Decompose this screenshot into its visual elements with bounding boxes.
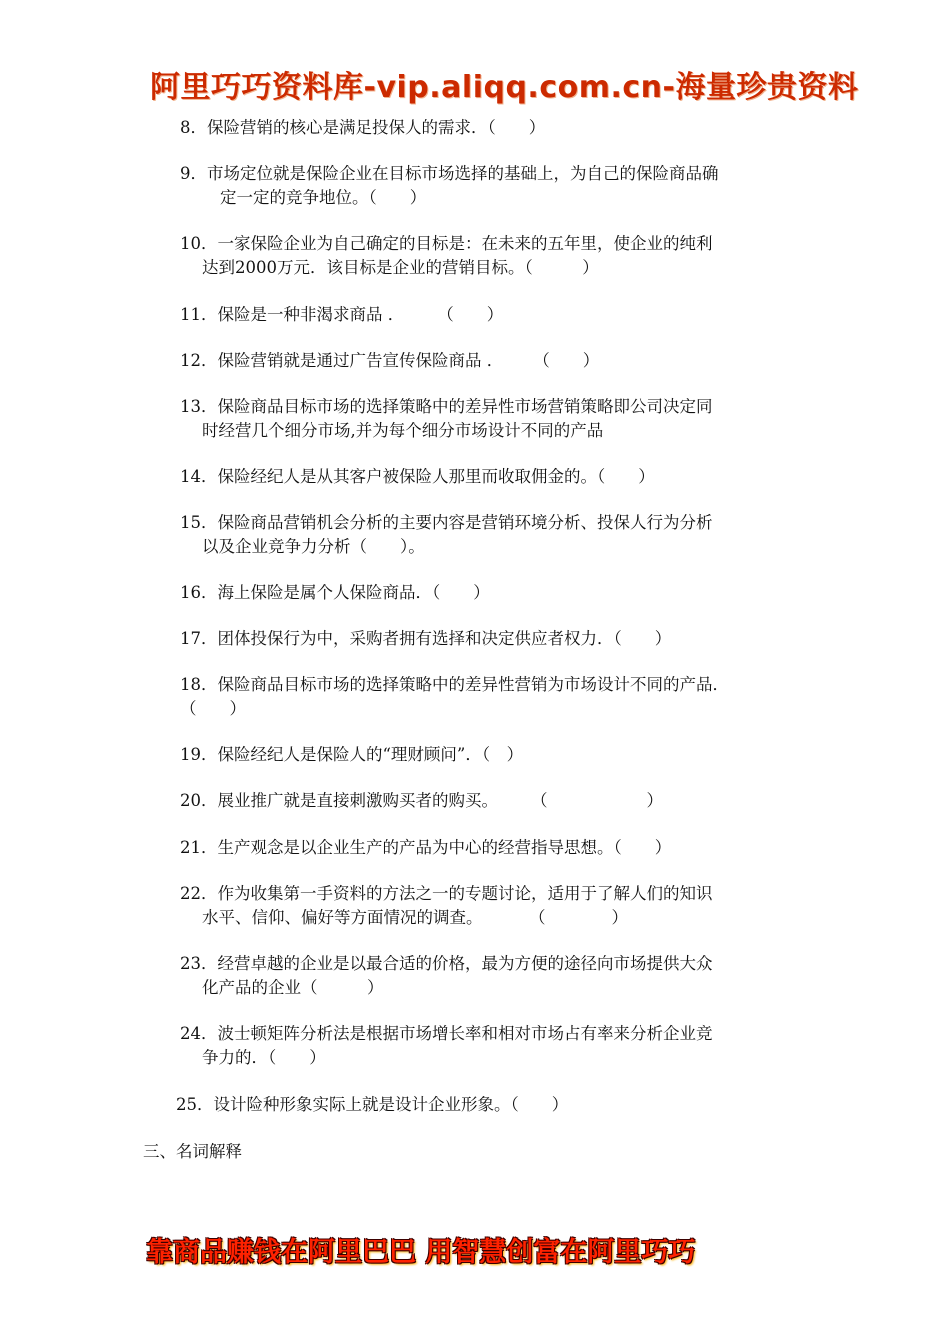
question-22-line-2: 水平、信仰、偏好等方面情况的调查。 （ ） [202,908,628,927]
question-24-line-2: 争力的．（ ） [202,1048,326,1067]
question-15: 15．保险商品营销机会分析的主要内容是营销环境分析、投保人行为分析 [180,513,713,532]
question-12: 12．保险营销就是通过广告宣传保险商品 ． （ ） [180,351,600,370]
question-13: 13．保险商品目标市场的选择策略中的差异性市场营销策略即公司决定同 [180,397,713,416]
question-18-line-2: （ ） [180,699,246,718]
header-banner: 阿里巧巧资料库-vip.aliqq.com.cn-海量珍贵资料 [150,70,859,105]
question-10: 10．一家保险企业为自己确定的目标是：在未来的五年里，使企业的纯利 [180,234,713,253]
question-14: 14．保险经纪人是从其客户被保险人那里而收取佣金的。（ ） [180,467,655,486]
question-13-line-2: 时经营几个细分市场,并为每个细分市场设计不同的产品 [202,421,604,440]
question-23-line-2: 化产品的企业（ ） [202,978,384,997]
question-17: 17．团体投保行为中，采购者拥有选择和决定供应者权力．（ ） [180,629,672,648]
question-25: 25．设计险种形象实际上就是设计企业形象。（ ） [176,1095,569,1114]
question-19: 19．保险经纪人是保险人的“理财顾问”．（ ） [180,745,524,764]
question-22: 22．作为收集第一手资料的方法之一的专题讨论，适用于了解人们的知识 [180,884,713,903]
question-16: 16．海上保险是属个人保险商品．（ ） [180,583,490,602]
question-23: 23．经营卓越的企业是以最合适的价格，最为方便的途径向市场提供大众 [180,954,713,973]
question-18: 18．保险商品目标市场的选择策略中的差异性营销为市场设计不同的产品． [180,675,729,694]
question-21: 21．生产观念是以企业生产的产品为中心的经营指导思想。（ ） [180,838,672,857]
question-10-line-2: 达到2000万元．该目标是企业的营销目标。（ ） [202,258,599,277]
question-9-line-2: 定一定的竞争地位。（ ） [220,188,427,207]
question-11: 11．保险是一种非渴求商品 ． （ ） [180,305,504,324]
footer-banner: 靠商品赚钱在阿里巴巴 用智慧创富在阿里巧巧 [146,1237,696,1268]
question-24: 24．波士顿矩阵分析法是根据市场增长率和相对市场占有率来分析企业竞 [180,1024,713,1043]
question-8: 8．保险营销的核心是满足投保人的需求．（ ） [180,118,546,137]
section-heading: 三、名词解释 [143,1142,242,1161]
question-20: 20．展业推广就是直接刺激购买者的购买。 （ ） [180,791,663,810]
question-15-line-2: 以及企业竞争力分析（ ）。 [202,537,425,556]
question-9: 9．市场定位就是保险企业在目标市场选择的基础上，为自己的保险商品确 [180,164,719,183]
